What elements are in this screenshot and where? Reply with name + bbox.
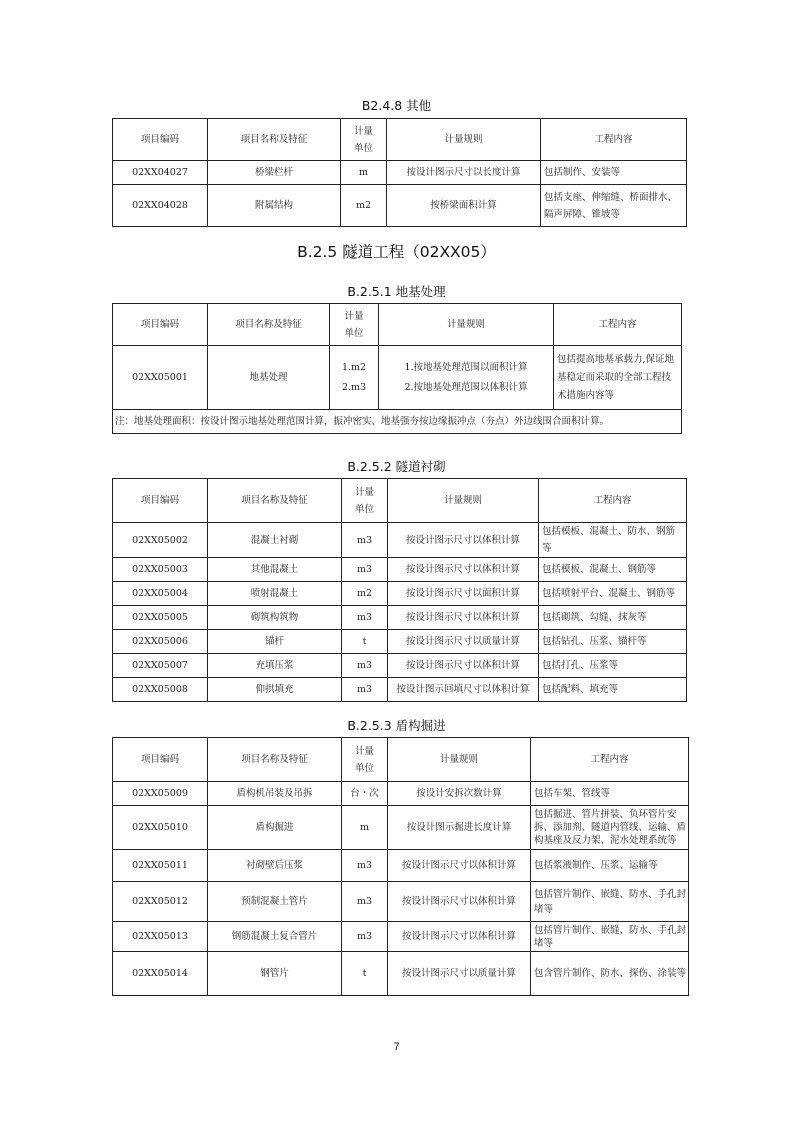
table-row <box>113 850 689 882</box>
cell-name: 混凝土衬砌 <box>208 523 342 558</box>
cell-rule: 按设计图示尺寸以长度计算 <box>387 161 541 185</box>
cell-name: 喷射混凝土 <box>208 582 342 606</box>
cell-code: 02XX05009 <box>113 782 208 806</box>
cell-code: 02XX05012 <box>113 882 208 922</box>
cell-unit: 1.m2 2.m3 <box>330 346 379 410</box>
table-row <box>113 952 689 996</box>
table-row <box>113 185 687 227</box>
cell-name: 附属结构 <box>208 185 341 227</box>
cell-rule: 1.按地基处理范围以面积计算 2.按地基处理范围以体积计算 <box>379 346 554 410</box>
table-caption-b248: B2.4.8 其他 <box>361 98 432 113</box>
cell-name: 钢管片 <box>208 952 342 996</box>
cell-unit: 台・次 <box>342 782 388 806</box>
table-row <box>113 558 687 582</box>
table-note: 注：地基处理面积：按设计图示地基处理范围计算，振冲密实、地基强夯按边缘振冲点（夯点）外边线围合面积计算。 <box>113 410 682 434</box>
table-row <box>113 806 689 850</box>
header-work: 工程内容 <box>531 738 689 782</box>
table-caption-b251: B.2.5.1 地基处理 <box>347 284 446 299</box>
header-rule: 计量规则 <box>388 738 531 782</box>
cell-name: 其他混凝土 <box>208 558 342 582</box>
table-caption-b253: B.2.5.3 盾构掘进 <box>347 718 446 733</box>
table-row <box>113 678 687 702</box>
cell-code: 02XX05010 <box>113 806 208 850</box>
table-b253 <box>112 737 689 996</box>
cell-rule: 按设计图示尺寸以质量计算 <box>388 630 539 654</box>
cell-rule: 按桥梁面积计算 <box>387 185 541 227</box>
header-unit: 计量 单位 <box>342 738 388 782</box>
cell-name: 充填压浆 <box>208 654 342 678</box>
cell-name: 钢筋混凝土复合管片 <box>208 922 342 952</box>
table-b252 <box>112 478 687 702</box>
cell-rule: 按设计图示尺寸以体积计算 <box>388 922 531 952</box>
cell-unit: m3 <box>342 882 388 922</box>
cell-work: 包括提高地基承载力,保证地基稳定而采取的全部工程技术措施内容等 <box>554 346 682 410</box>
cell-name: 盾构掘进 <box>208 806 342 850</box>
cell-work: 包括车架、管线等 <box>531 782 689 806</box>
header-unit: 计量 单位 <box>341 119 387 161</box>
table-row <box>113 654 687 678</box>
header-work: 工程内容 <box>539 479 687 523</box>
header-rule: 计量规则 <box>388 479 539 523</box>
cell-work: 包含管片制作、防水、探伤、涂装等 <box>531 952 689 996</box>
cell-code: 02XX05008 <box>113 678 208 702</box>
cell-unit: m <box>341 161 387 185</box>
table-b248 <box>112 118 687 227</box>
cell-work: 包括砌筑、勾缝、抹灰等 <box>539 606 687 630</box>
cell-unit: m3 <box>342 606 388 630</box>
cell-rule: 按设计图示尺寸以体积计算 <box>388 654 539 678</box>
header-unit: 计量 单位 <box>342 479 388 523</box>
header-rule: 计量规则 <box>379 304 554 346</box>
cell-work: 包括浆液制作、压浆、运输等 <box>531 850 689 882</box>
cell-rule: 按设计图示尺寸以面积计算 <box>388 582 539 606</box>
cell-code: 02XX05002 <box>113 523 208 558</box>
cell-code: 02XX05005 <box>113 606 208 630</box>
cell-name: 盾构机吊装及吊拆 <box>208 782 342 806</box>
cell-code: 02XX05003 <box>113 558 208 582</box>
cell-unit: m <box>342 806 388 850</box>
header-code: 项目编码 <box>113 304 208 346</box>
cell-rule: 按设计图示尺寸以质量计算 <box>388 952 531 996</box>
cell-rule: 按设计图示回填尺寸以体积计算 <box>388 678 539 702</box>
cell-name: 衬砌壁后压浆 <box>208 850 342 882</box>
cell-code: 02XX05001 <box>113 346 208 410</box>
cell-work: 包括管片制作、嵌缝、防水、手孔封堵等 <box>531 882 689 922</box>
cell-name: 地基处理 <box>208 346 330 410</box>
cell-unit: m3 <box>342 850 388 882</box>
cell-rule: 按设计图示尺寸以体积计算 <box>388 558 539 582</box>
cell-unit: m2 <box>341 185 387 227</box>
header-name: 项目名称及特征 <box>208 304 330 346</box>
header-code: 项目编码 <box>113 738 208 782</box>
table-row <box>113 161 687 185</box>
cell-code: 02XX05011 <box>113 850 208 882</box>
cell-code: 02XX05007 <box>113 654 208 678</box>
cell-rule: 按设计图示尺寸以体积计算 <box>388 523 539 558</box>
cell-code: 02XX05013 <box>113 922 208 952</box>
table-row <box>113 606 687 630</box>
header-unit: 计量 单位 <box>330 304 379 346</box>
header-work: 工程内容 <box>541 119 687 161</box>
cell-code: 02XX04028 <box>113 185 208 227</box>
cell-work: 包括管片制作、嵌缝、防水、手孔封堵等 <box>531 922 689 952</box>
cell-work: 包括制作、安装等 <box>541 161 687 185</box>
cell-work: 包括配料、填充等 <box>539 678 687 702</box>
section-title: B.2.5 隧道工程（02XX05） <box>297 243 496 261</box>
cell-unit: m3 <box>342 558 388 582</box>
cell-code: 02XX05014 <box>113 952 208 996</box>
cell-code: 02XX05006 <box>113 630 208 654</box>
table-b251 <box>112 303 682 434</box>
cell-code: 02XX05004 <box>113 582 208 606</box>
cell-unit: m3 <box>342 654 388 678</box>
table-row <box>113 630 687 654</box>
cell-unit: t <box>342 630 388 654</box>
table-caption-b252: B.2.5.2 隧道衬砌 <box>347 459 446 474</box>
header-name: 项目名称及特征 <box>208 738 342 782</box>
table-row <box>113 346 682 410</box>
cell-unit: m3 <box>342 523 388 558</box>
header-code: 项目编码 <box>113 479 208 523</box>
cell-work: 包括钻孔、压浆、锚杆等 <box>539 630 687 654</box>
cell-code: 02XX04027 <box>113 161 208 185</box>
cell-rule: 按设计图示掘进长度计算 <box>388 806 531 850</box>
cell-work: 包括打孔、压浆等 <box>539 654 687 678</box>
cell-name: 仰拱填充 <box>208 678 342 702</box>
cell-unit: m3 <box>342 678 388 702</box>
table-row <box>113 782 689 806</box>
cell-unit: m2 <box>342 582 388 606</box>
header-code: 项目编码 <box>113 119 208 161</box>
header-work: 工程内容 <box>554 304 682 346</box>
header-rule: 计量规则 <box>387 119 541 161</box>
cell-unit: m3 <box>342 922 388 952</box>
page-number: 7 <box>393 1041 400 1053</box>
table-row <box>113 882 689 922</box>
table-row <box>113 922 689 952</box>
cell-rule: 按设计图示尺寸以体积计算 <box>388 882 531 922</box>
cell-unit: t <box>342 952 388 996</box>
header-name: 项目名称及特征 <box>208 479 342 523</box>
cell-name: 锚杆 <box>208 630 342 654</box>
cell-name: 桥梁栏杆 <box>208 161 341 185</box>
cell-rule: 按设计安拆次数计算 <box>388 782 531 806</box>
cell-work: 包括支座、伸缩缝、桥面排水、隔声屏障、锥坡等 <box>541 185 687 227</box>
header-name: 项目名称及特征 <box>208 119 341 161</box>
cell-work: 包括模板、混凝土、钢筋等 <box>539 558 687 582</box>
table-row <box>113 582 687 606</box>
cell-work: 包括喷射平台、混凝土、钢筋等 <box>539 582 687 606</box>
table-row <box>113 523 687 558</box>
cell-work: 包括模板、混凝土、防水、钢筋等 <box>539 523 687 558</box>
cell-name: 预制混凝土管片 <box>208 882 342 922</box>
cell-rule: 按设计图示尺寸以体积计算 <box>388 606 539 630</box>
cell-rule: 按设计图示尺寸以体积计算 <box>388 850 531 882</box>
cell-name: 砌筑构筑物 <box>208 606 342 630</box>
cell-work: 包括掘进、管片拼装、负环管片安拆、添加剂、隧道内管线、运输、盾构基座及反力架、泥水处理系统等 <box>531 806 689 850</box>
